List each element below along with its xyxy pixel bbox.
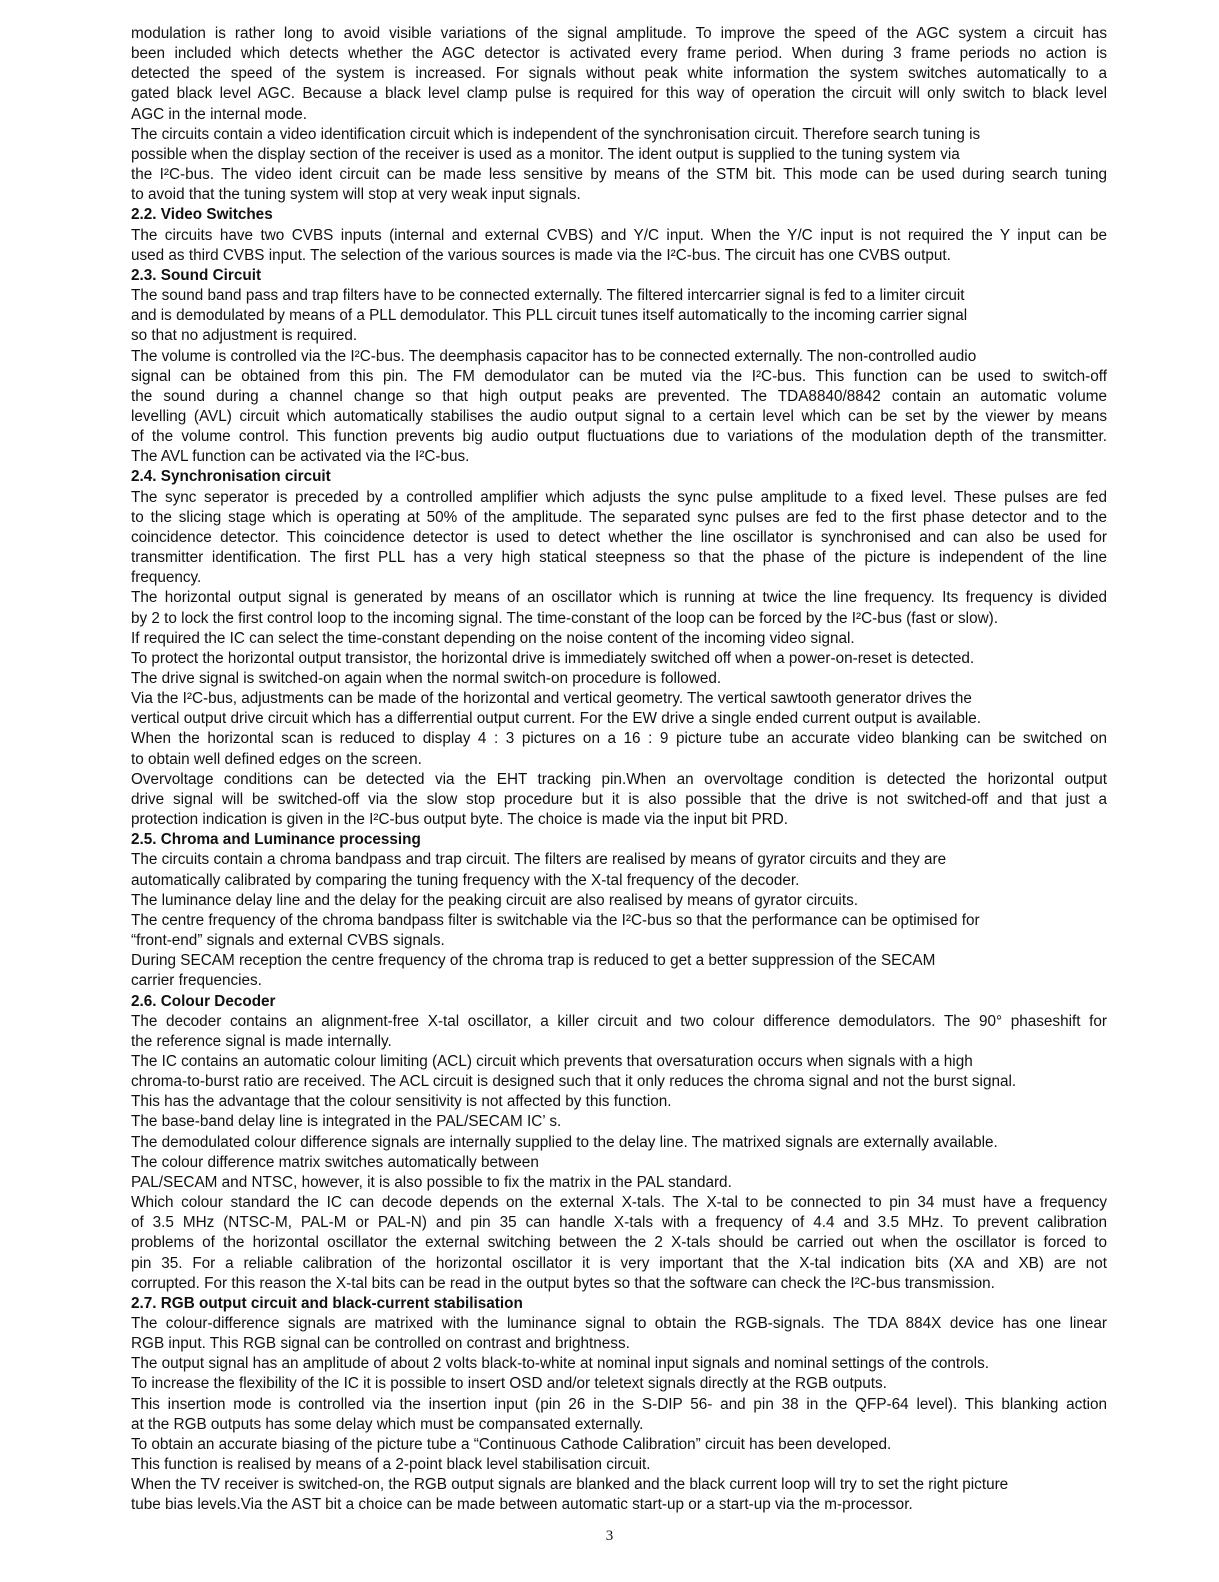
text-line: To protect the horizontal output transistor, the horizontal drive is immediately switched off when a power-on-reset is detected. xyxy=(131,649,975,667)
text-line: possible when the display section of the receiver is used as a monitor. The ident output is supplied to the tuning system via xyxy=(131,145,960,163)
text-line: coincidence detector. This coincidence detector is used to detect whether the line oscillator is synchronised and can also be used for xyxy=(131,528,1107,546)
text-line: The colour difference matrix switches automatically between xyxy=(131,1153,539,1171)
text-line: used as third CVBS input. The selection of the various sources is made via the I²C-bus. The circuit has one CVBS output. xyxy=(131,246,951,264)
text-line: carrier frequencies. xyxy=(131,972,262,990)
text-line: The base-band delay line is integrated in the PAL/SECAM IC’ s. xyxy=(131,1113,562,1131)
text-line: The circuits contain a video identification circuit which is independent of the synchronisation circuit. Therefore search tuning is xyxy=(131,125,981,143)
text-line: To obtain an accurate biasing of the picture tube a “Continuous Cathode Calibration” circuit has been developed. xyxy=(131,1435,892,1453)
text-line: detected the speed of the system is increased. For signals without peak white information the system switches automatically to a xyxy=(131,65,1107,83)
text-line: The horizontal output signal is generated by means of an oscillator which is running at twice the line frequency. Its frequency is divided xyxy=(131,589,1107,607)
section-heading: 2.2. Video Switches xyxy=(131,206,273,224)
text-line: The AVL function can be activated via the I²C-bus. xyxy=(131,448,470,466)
text-line: The demodulated colour difference signals are internally supplied to the delay line. The matrixed signals are externally available. xyxy=(131,1133,998,1151)
text-line: corrupted. For this reason the X-tal bits can be read in the output bytes so that the software can check the I²C-bus transmission. xyxy=(131,1274,995,1292)
text-line: Which colour standard the IC can decode depends on the external X-tals. The X-tal to be connected to pin 34 must have a frequency xyxy=(131,1194,1107,1212)
text-line: PAL/SECAM and NTSC, however, it is also possible to fix the matrix in the PAL standard. xyxy=(131,1173,732,1191)
document-body xyxy=(131,24,1107,1516)
text-line: drive signal will be switched-off via the slow stop procedure but it is also possible that the drive is not switched-off and that just a xyxy=(131,790,1107,808)
section-heading: 2.4. Synchronisation circuit xyxy=(131,468,331,486)
text-line: During SECAM reception the centre frequency of the chroma trap is reduced to get a better suppression of the SECAM xyxy=(131,952,936,970)
text-line: levelling (AVL) circuit which automatically stabilises the audio output signal to a certain level which can be set by the viewer by means xyxy=(131,407,1107,425)
text-line: AGC in the internal mode. xyxy=(131,105,308,123)
text-line: Via the I²C-bus, adjustments can be made of the horizontal and vertical geometry. The vertical sawtooth generator drives the xyxy=(131,690,972,708)
text-line: The circuits have two CVBS inputs (internal and external CVBS) and Y/C input. When the Y/C input is not required the Y input can be xyxy=(131,226,1107,244)
text-line: signal can be obtained from this pin. The FM demodulator can be muted via the I²C-bus. This function can be used to switch-off xyxy=(131,367,1107,385)
text-line: so that no adjustment is required. xyxy=(131,327,358,345)
text-line: The circuits contain a chroma bandpass and trap circuit. The filters are realised by means of gyrator circuits and they are xyxy=(131,851,947,869)
text-line: The centre frequency of the chroma bandpass filter is switchable via the I²C-bus so that the performance can be optimised for xyxy=(131,911,980,929)
text-line: This insertion mode is controlled via the insertion input (pin 26 in the S-DIP 56- and pin 38 in the QFP-64 level). This blanking action xyxy=(131,1395,1107,1413)
text-line: to avoid that the tuning system will stop at very weak input signals. xyxy=(131,186,581,204)
text-line: “front-end” signals and external CVBS signals. xyxy=(131,932,445,950)
text-line: When the horizontal scan is reduced to display 4 : 3 pictures on a 16 : 9 picture tube an accurate video blanking can be switched on xyxy=(131,730,1107,748)
section-heading: 2.3. Sound Circuit xyxy=(131,266,262,284)
text-line: protection indication is given in the I²C-bus output byte. The choice is made via the input bit PRD. xyxy=(131,811,788,829)
text-line: modulation is rather long to avoid visible variations of the signal amplitude. To improve the speed of the AGC system a circuit has xyxy=(131,25,1107,42)
text-line: and is demodulated by means of a PLL demodulator. This PLL circuit tunes itself automatically to the incoming carrier signal xyxy=(131,307,968,325)
text-line: To increase the flexibility of the IC it is possible to insert OSD and/or teletext signals directly at the RGB outputs. xyxy=(131,1375,887,1393)
text-line: The IC contains an automatic colour limiting (ACL) circuit which prevents that oversaturation occurs when signals with a high xyxy=(131,1052,973,1070)
text-line: The output signal has an amplitude of about 2 volts black-to-white at nominal input signals and nominal settings of the controls. xyxy=(131,1355,989,1373)
text-line: chroma-to-burst ratio are received. The ACL circuit is designed such that it only reduces the chroma signal and not the burst signal. xyxy=(131,1073,1017,1091)
section-heading: 2.6. Colour Decoder xyxy=(131,992,276,1010)
text-line: When the TV receiver is switched-on, the RGB output signals are blanked and the black current loop will try to set the right picture xyxy=(131,1476,1009,1494)
text-line: to obtain well defined edges on the screen. xyxy=(131,750,422,768)
text-line: the reference signal is made internally. xyxy=(131,1032,392,1050)
text-line: Overvoltage conditions can be detected via the EHT tracking pin.When an overvoltage condition is detected the horizontal output xyxy=(131,770,1107,788)
text-line: tube bias levels.Via the AST bit a choice can be made between automatic start-up or a start-up via the m-processor. xyxy=(131,1496,913,1514)
text-line: of the volume control. This function prevents big audio output fluctuations due to variations of the modulation depth of the transmitter. xyxy=(131,428,1107,446)
page-number: 3 xyxy=(605,1528,614,1544)
text-line: The sync seperator is preceded by a controlled amplifier which adjusts the sync pulse amplitude to a fixed level. These pulses are fed xyxy=(131,488,1107,506)
text-line: If required the IC can select the time-constant depending on the noise content of the incoming video signal. xyxy=(131,629,855,647)
text-line: of 3.5 MHz (NTSC-M, PAL-M or PAL-N) and pin 35 can handle X-tals with a frequency of 4.4 and 3.5 MHz. To prevent calibration xyxy=(131,1214,1107,1232)
text-line: The decoder contains an alignment-free X-tal oscillator, a killer circuit and two colour difference demodulators. The 90° phaseshift for xyxy=(131,1012,1107,1030)
text-line: at the RGB outputs has some delay which must be compansated externally. xyxy=(131,1415,644,1433)
text-line: problems of the horizontal oscillator the external switching between the 2 X-tals should be carried out when the oscillator is forced to xyxy=(131,1234,1107,1252)
text-line: RGB input. This RGB signal can be controlled on contrast and brightness. xyxy=(131,1335,630,1353)
section-heading: 2.7. RGB output circuit and black-current stabilisation xyxy=(131,1294,523,1312)
text-line: The sound band pass and trap filters have to be connected externally. The filtered intercarrier signal is fed to a limiter circuit xyxy=(131,287,965,305)
text-line: the I²C-bus. The video ident circuit can be made less sensitive by means of the STM bit. This mode can be used during search tuning xyxy=(131,166,1107,184)
text-line: vertical output drive circuit which has a differrential output current. For the EW drive a single ended current output is available. xyxy=(131,710,981,728)
text-line: by 2 to lock the first control loop to the incoming signal. The time-constant of the loop can be forced by the I²C-bus (fast or slow). xyxy=(131,609,998,627)
text-line: This function is realised by means of a 2-point black level stabilisation circuit. xyxy=(131,1456,651,1474)
text-line: to the slicing stage which is operating at 50% of the amplitude. The separated sync pulses are fed to the first phase detector and to the xyxy=(131,508,1107,526)
text-line: This has the advantage that the colour sensitivity is not affected by this function. xyxy=(131,1093,672,1111)
text-line: gated black level AGC. Because a black level clamp pulse is required for this way of operation the circuit will only switch to black level xyxy=(131,85,1107,103)
text-line: frequency. xyxy=(131,569,202,587)
text-line: been included which detects whether the AGC detector is activated every frame period. When during 3 frame periods no action is xyxy=(131,45,1107,63)
text-line: pin 35. For a reliable calibration of the horizontal oscillator it is very important that the X-tal indication bits (XA and XB) are not xyxy=(131,1254,1107,1272)
text-line: automatically calibrated by comparing the tuning frequency with the X-tal frequency of the decoder. xyxy=(131,871,800,889)
text-line: the sound during a channel change so that high output peaks are prevented. The TDA8840/8842 contain an automatic volume xyxy=(131,387,1107,405)
text-line: The luminance delay line and the delay for the peaking circuit are also realised by means of gyrator circuits. xyxy=(131,891,858,909)
text-line: The colour-difference signals are matrixed with the luminance signal to obtain the RGB-signals. The TDA 884X device has one linear xyxy=(131,1315,1107,1332)
text-line: The drive signal is switched-on again when the normal switch-on procedure is followed. xyxy=(131,670,722,687)
section-heading: 2.5. Chroma and Luminance processing xyxy=(131,831,421,849)
text-line: The volume is controlled via the I²C-bus. The deemphasis capacitor has to be connected externally. The non-controlled audio xyxy=(131,347,977,365)
text-line: transmitter identification. The first PLL has a very high statical steepness so that the phase of the picture is independent of the line xyxy=(131,549,1107,567)
